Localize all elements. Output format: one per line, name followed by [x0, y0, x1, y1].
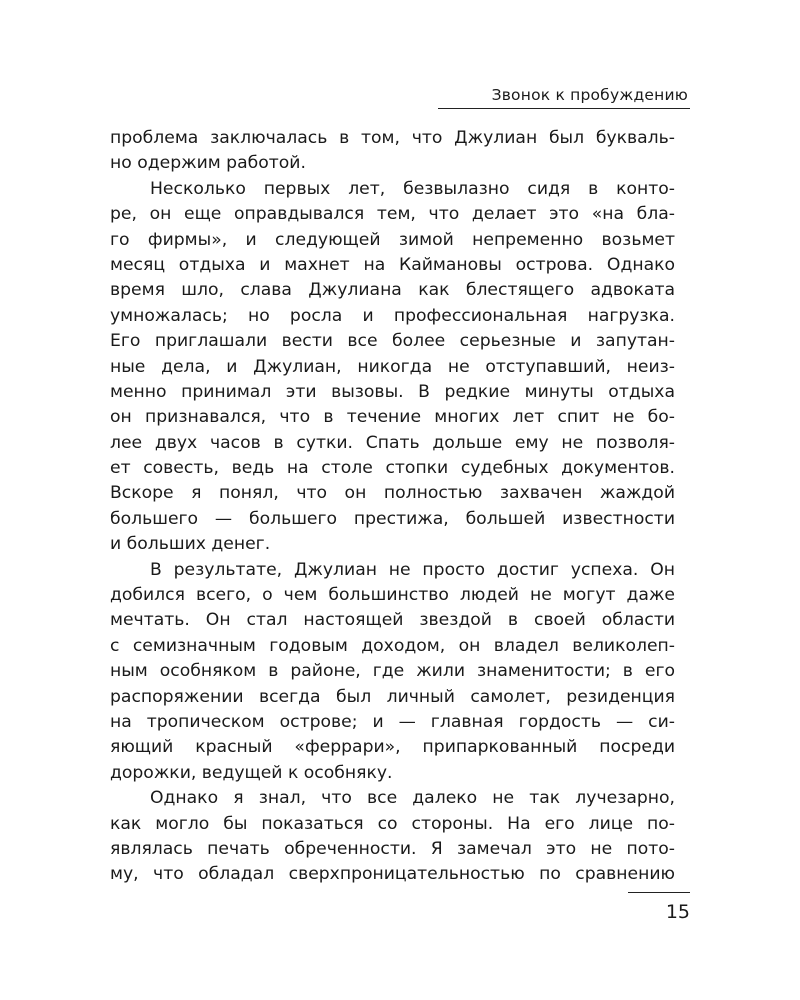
text-line: Несколько первых лет, безвылазно сидя в конто-: [150, 178, 675, 199]
text-line: большего — большего престижа, большей известности: [110, 508, 675, 529]
page-number: 15: [665, 901, 690, 923]
text-line: и больших денег.: [110, 534, 271, 555]
footer-rule: [628, 892, 690, 893]
text-line: с семизначным годовым доходом, он владел великолеп-: [110, 635, 675, 656]
text-line: время шло, слава Джулиана как блестящего адвоката: [110, 280, 675, 301]
text-line: ным особняком в районе, где жили знаменитости; в его: [110, 661, 675, 682]
text-line: ре, он еще оправдывался тем, что делает это «на бла-: [110, 204, 675, 225]
text-line: добился всего, о чем большинство людей не могут даже: [110, 585, 675, 606]
text-line: яющий красный «феррари», припаркованный посреди: [110, 737, 675, 758]
text-line: как могло бы показаться со стороны. На его лице по-: [110, 813, 675, 834]
text-line: проблема заключалась в том, что Джулиан был букваль-: [110, 128, 675, 148]
text-line: умножалась; но росла и профессиональная нагрузка.: [110, 305, 675, 326]
text-line: дорожки, ведущей к особняку.: [110, 762, 393, 783]
text-line: ные дела, и Джулиан, никогда не отступавший, неиз-: [110, 356, 675, 377]
text-line: му, что обладал сверхпроницательностью по сравнению: [110, 864, 675, 885]
text-line: го фирмы», и следующей зимой непременно возьмет: [110, 229, 675, 250]
text-line: ет совесть, ведь на столе стопки судебных документов.: [110, 458, 675, 479]
text-line: на тропическом острове; и — главная гордость — си-: [110, 711, 675, 732]
text-line: месяц отдыха и махнет на Каймановы острова. Однако: [110, 254, 675, 275]
text-line: он признавался, что в течение многих лет спит не бо-: [110, 407, 675, 428]
text-line: Вскоре я понял, что он полностью захвачен жаждой: [110, 483, 675, 504]
text-line: Однако я знал, что все далеко не так лучезарно,: [150, 788, 675, 809]
body-text: [110, 126, 675, 888]
text-line: менно принимал эти вызовы. В редкие минуты отдыха: [110, 381, 675, 402]
text-line: распоряжении всегда был личный самолет, резиденция: [110, 686, 675, 707]
text-line: являлась печать обреченности. Я замечал это не пото-: [110, 838, 675, 859]
text-line: Его приглашали вести все более серьезные и запутан-: [110, 331, 675, 352]
header-rule: [438, 108, 690, 109]
running-head: Звонок к пробуждению: [491, 86, 688, 104]
text-line: В результате, Джулиан не просто достиг успеха. Он: [150, 559, 675, 580]
text-line: мечтать. Он стал настоящей звездой в своей области: [110, 610, 675, 631]
text-line: лее двух часов в сутки. Спать дольше ему не позволя-: [110, 432, 675, 453]
text-line: но одержим работой.: [110, 153, 306, 174]
